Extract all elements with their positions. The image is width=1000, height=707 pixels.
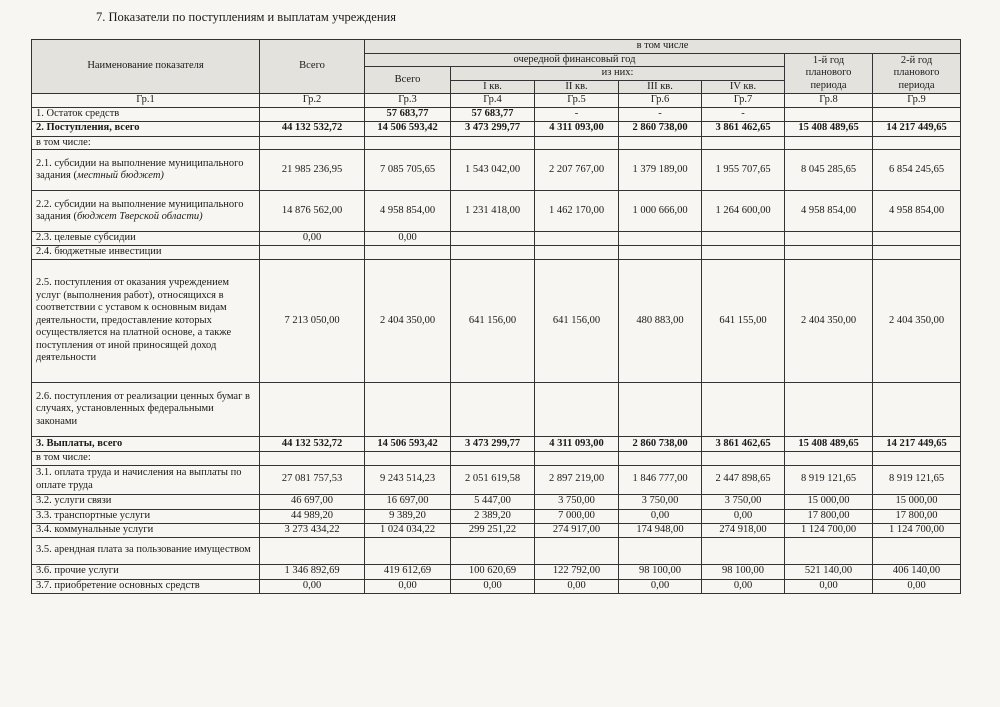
header-in-that-number: в том числе bbox=[365, 40, 961, 54]
table-row bbox=[32, 260, 961, 383]
cell-value: 0,00 bbox=[451, 579, 535, 593]
cell-value bbox=[535, 452, 619, 466]
row-label bbox=[32, 509, 260, 523]
cell-value bbox=[535, 537, 619, 564]
cell-value: 0,00 bbox=[785, 579, 873, 593]
cell-value bbox=[260, 537, 365, 564]
row-label-text: 2.3. целевые субсидии bbox=[36, 232, 136, 244]
cell-value: 1 124 700,00 bbox=[785, 523, 873, 537]
table-header bbox=[32, 40, 961, 108]
row-label bbox=[32, 564, 260, 579]
cell-value: 3 750,00 bbox=[702, 494, 785, 509]
table-row bbox=[32, 494, 961, 509]
cell-value: 1 346 892,69 bbox=[260, 564, 365, 579]
header-plan-year-2: 2-й год планового периода bbox=[873, 53, 961, 94]
section-title: 7. Показатели по поступлениям и выплатам учреждения bbox=[96, 10, 396, 24]
col-num: Гр.6 bbox=[619, 94, 702, 108]
cell-value bbox=[702, 232, 785, 246]
cell-value: 44 132 532,72 bbox=[260, 437, 365, 452]
cell-value bbox=[873, 246, 961, 260]
cell-value bbox=[260, 383, 365, 437]
row-label bbox=[32, 523, 260, 537]
table-row bbox=[32, 150, 961, 191]
table-row bbox=[32, 437, 961, 452]
cell-value: 641 156,00 bbox=[451, 260, 535, 383]
table-body bbox=[32, 107, 961, 593]
header-cy-total: Всего bbox=[365, 67, 451, 94]
row-label-text: 3.1. оплата труда и начисления на выплаты по оплате труда bbox=[36, 467, 242, 491]
cell-value: 4 958 854,00 bbox=[365, 191, 451, 232]
cell-value: 44 132 532,72 bbox=[260, 121, 365, 136]
cell-value bbox=[451, 136, 535, 150]
col-num: Гр.1 bbox=[32, 94, 260, 108]
col-num: Гр.5 bbox=[535, 94, 619, 108]
cell-value: 98 100,00 bbox=[702, 564, 785, 579]
cell-value: 274 918,00 bbox=[702, 523, 785, 537]
row-label bbox=[32, 579, 260, 593]
cell-value bbox=[365, 537, 451, 564]
cell-value bbox=[619, 383, 702, 437]
cell-value: 7 085 705,65 bbox=[365, 150, 451, 191]
row-label bbox=[32, 383, 260, 437]
cell-value: 0,00 bbox=[260, 579, 365, 593]
cell-value: 8 919 121,65 bbox=[785, 465, 873, 494]
table-row bbox=[32, 121, 961, 136]
row-label bbox=[32, 452, 260, 466]
row-label-text: 3.6. прочие услуги bbox=[36, 565, 119, 577]
cell-value: 9 389,20 bbox=[365, 509, 451, 523]
cell-value: 1 543 042,00 bbox=[451, 150, 535, 191]
cell-value: 1 000 666,00 bbox=[619, 191, 702, 232]
row-label-text: 2. Поступления, всего bbox=[36, 122, 140, 134]
header-name: Наименование показателя bbox=[32, 40, 260, 94]
cell-value: 641 156,00 bbox=[535, 260, 619, 383]
cell-value: 27 081 757,53 bbox=[260, 465, 365, 494]
cell-value bbox=[785, 452, 873, 466]
cell-value: 1 124 700,00 bbox=[873, 523, 961, 537]
cell-value: 1 379 189,00 bbox=[619, 150, 702, 191]
cell-value: 4 311 093,00 bbox=[535, 437, 619, 452]
cell-value: 3 750,00 bbox=[535, 494, 619, 509]
row-label-text: в том числе: bbox=[36, 136, 91, 148]
row-label-text: 3.4. коммунальные услуги bbox=[36, 523, 154, 535]
row-label bbox=[32, 121, 260, 136]
header-q4: IV кв. bbox=[702, 80, 785, 94]
cell-value bbox=[619, 452, 702, 466]
cell-value: 8 919 121,65 bbox=[873, 465, 961, 494]
cell-value: 1 955 707,65 bbox=[702, 150, 785, 191]
table-row bbox=[32, 564, 961, 579]
cell-value bbox=[873, 107, 961, 121]
cell-value: 0,00 bbox=[260, 232, 365, 246]
row-label bbox=[32, 191, 260, 232]
table-row bbox=[32, 523, 961, 537]
row-label-text: 3.2. услуги связи bbox=[36, 495, 112, 507]
row-label bbox=[32, 437, 260, 452]
cell-value: 2 860 738,00 bbox=[619, 121, 702, 136]
row-label-text: 1. Остаток средств bbox=[36, 107, 120, 119]
col-num: Гр.9 bbox=[873, 94, 961, 108]
row-label-source: бюджет Тверской области) bbox=[77, 211, 203, 222]
cell-value bbox=[365, 136, 451, 150]
cell-value: 2 051 619,58 bbox=[451, 465, 535, 494]
cell-value: 7 213 050,00 bbox=[260, 260, 365, 383]
cell-value: 57 683,77 bbox=[365, 107, 451, 121]
cell-value: 46 697,00 bbox=[260, 494, 365, 509]
cell-value: 3 473 299,77 bbox=[451, 437, 535, 452]
finance-table bbox=[31, 39, 961, 594]
cell-value: 14 506 593,42 bbox=[365, 121, 451, 136]
cell-value bbox=[535, 246, 619, 260]
cell-value: 299 251,22 bbox=[451, 523, 535, 537]
header-of-them: из них: bbox=[451, 67, 785, 81]
cell-value: 2 207 767,00 bbox=[535, 150, 619, 191]
cell-value: 14 217 449,65 bbox=[873, 121, 961, 136]
row-label-text: 3.5. арендная плата за пользование имуществом bbox=[36, 544, 251, 556]
cell-value: 15 000,00 bbox=[785, 494, 873, 509]
cell-value: 98 100,00 bbox=[619, 564, 702, 579]
cell-value: 14 217 449,65 bbox=[873, 437, 961, 452]
cell-value: 4 958 854,00 bbox=[785, 191, 873, 232]
cell-value bbox=[785, 232, 873, 246]
table-row bbox=[32, 246, 961, 260]
cell-value bbox=[785, 537, 873, 564]
row-label bbox=[32, 107, 260, 121]
cell-value bbox=[702, 452, 785, 466]
header-q2: II кв. bbox=[535, 80, 619, 94]
cell-value: 480 883,00 bbox=[619, 260, 702, 383]
header-total: Всего bbox=[260, 40, 365, 94]
col-num: Гр.7 bbox=[702, 94, 785, 108]
header-plan-year-1: 1-й год планового периода bbox=[785, 53, 873, 94]
row-label-text: 2.1. субсидии на выполнение муниципального задания ( bbox=[36, 157, 244, 181]
cell-value: 2 447 898,65 bbox=[702, 465, 785, 494]
header-q3: III кв. bbox=[619, 80, 702, 94]
table-row bbox=[32, 537, 961, 564]
cell-value: 21 985 236,95 bbox=[260, 150, 365, 191]
cell-value bbox=[619, 136, 702, 150]
cell-value: 3 750,00 bbox=[619, 494, 702, 509]
cell-value: 1 264 600,00 bbox=[702, 191, 785, 232]
cell-value bbox=[451, 537, 535, 564]
cell-value: 6 854 245,65 bbox=[873, 150, 961, 191]
row-label-text: 3. Выплаты, всего bbox=[36, 437, 123, 449]
cell-value: 16 697,00 bbox=[365, 494, 451, 509]
cell-value: 521 140,00 bbox=[785, 564, 873, 579]
cell-value: 17 800,00 bbox=[785, 509, 873, 523]
table-row bbox=[32, 465, 961, 494]
cell-value bbox=[451, 232, 535, 246]
cell-value bbox=[702, 537, 785, 564]
cell-value: 15 000,00 bbox=[873, 494, 961, 509]
cell-value: 14 876 562,00 bbox=[260, 191, 365, 232]
cell-value: 4 311 093,00 bbox=[535, 121, 619, 136]
cell-value bbox=[619, 246, 702, 260]
cell-value bbox=[873, 383, 961, 437]
cell-value bbox=[535, 383, 619, 437]
cell-value: 2 404 350,00 bbox=[365, 260, 451, 383]
table-row bbox=[32, 136, 961, 150]
cell-value bbox=[785, 246, 873, 260]
cell-value bbox=[702, 246, 785, 260]
table-row bbox=[32, 452, 961, 466]
row-label-text: 2.4. бюджетные инвестиции bbox=[36, 246, 162, 258]
cell-value: 3 861 462,65 bbox=[702, 121, 785, 136]
row-label-text: 2.2. субсидии на выполнение муниципального задания ( bbox=[36, 198, 244, 222]
cell-value: 406 140,00 bbox=[873, 564, 961, 579]
row-label bbox=[32, 537, 260, 564]
cell-value bbox=[873, 537, 961, 564]
cell-value: 274 917,00 bbox=[535, 523, 619, 537]
cell-value bbox=[260, 107, 365, 121]
cell-value: 0,00 bbox=[619, 509, 702, 523]
cell-value: 2 404 350,00 bbox=[873, 260, 961, 383]
cell-value bbox=[365, 383, 451, 437]
cell-value bbox=[873, 136, 961, 150]
cell-value: 44 989,20 bbox=[260, 509, 365, 523]
row-label bbox=[32, 150, 260, 191]
row-label-text: 2.5. поступления от оказания учреждением услуг (выполнения работ), относящихся в соответствии с уставом к основным видам деятельности, предоставление которых осуществляется на платной основе, а также поступления от иной приносящей доход деятельности bbox=[36, 277, 232, 364]
cell-value: 0,00 bbox=[535, 579, 619, 593]
cell-value: 9 243 514,23 bbox=[365, 465, 451, 494]
table-row bbox=[32, 107, 961, 121]
row-label bbox=[32, 136, 260, 150]
cell-value: - bbox=[702, 107, 785, 121]
cell-value: 8 045 285,65 bbox=[785, 150, 873, 191]
table-row bbox=[32, 232, 961, 246]
cell-value: 419 612,69 bbox=[365, 564, 451, 579]
table-row bbox=[32, 191, 961, 232]
cell-value bbox=[785, 136, 873, 150]
cell-value: 1 462 170,00 bbox=[535, 191, 619, 232]
cell-value bbox=[702, 136, 785, 150]
cell-value: 1 024 034,22 bbox=[365, 523, 451, 537]
row-label-text: в том числе: bbox=[36, 452, 91, 463]
cell-value: 641 155,00 bbox=[702, 260, 785, 383]
cell-value bbox=[451, 383, 535, 437]
cell-value bbox=[365, 452, 451, 466]
cell-value: 57 683,77 bbox=[451, 107, 535, 121]
cell-value bbox=[535, 136, 619, 150]
cell-value: 15 408 489,65 bbox=[785, 437, 873, 452]
cell-value: 0,00 bbox=[365, 232, 451, 246]
cell-value: 174 948,00 bbox=[619, 523, 702, 537]
table-row bbox=[32, 509, 961, 523]
cell-value: 3 861 462,65 bbox=[702, 437, 785, 452]
cell-value: 0,00 bbox=[702, 579, 785, 593]
col-num: Гр.3 bbox=[365, 94, 451, 108]
col-num: Гр.4 bbox=[451, 94, 535, 108]
cell-value bbox=[619, 232, 702, 246]
cell-value: 100 620,69 bbox=[451, 564, 535, 579]
cell-value: 2 897 219,00 bbox=[535, 465, 619, 494]
header-current-year: очередной финансовый год bbox=[365, 53, 785, 67]
cell-value bbox=[785, 107, 873, 121]
cell-value: 1 231 418,00 bbox=[451, 191, 535, 232]
cell-value: 2 860 738,00 bbox=[619, 437, 702, 452]
cell-value bbox=[260, 246, 365, 260]
cell-value bbox=[873, 232, 961, 246]
row-label bbox=[32, 232, 260, 246]
table-row bbox=[32, 383, 961, 437]
cell-value bbox=[619, 537, 702, 564]
col-num: Гр.2 bbox=[260, 94, 365, 108]
cell-value bbox=[535, 232, 619, 246]
cell-value bbox=[873, 452, 961, 466]
cell-value: 122 792,00 bbox=[535, 564, 619, 579]
row-label-source: местный бюджет) bbox=[77, 170, 164, 181]
cell-value: 0,00 bbox=[702, 509, 785, 523]
header-q1: I кв. bbox=[451, 80, 535, 94]
row-label-text: 2.6. поступления от реализации ценных бумаг в случаях, установленных федеральными законами bbox=[36, 390, 250, 427]
cell-value bbox=[702, 383, 785, 437]
cell-value bbox=[260, 452, 365, 466]
cell-value bbox=[785, 383, 873, 437]
cell-value: 4 958 854,00 bbox=[873, 191, 961, 232]
cell-value: - bbox=[535, 107, 619, 121]
cell-value: 7 000,00 bbox=[535, 509, 619, 523]
cell-value: 2 389,20 bbox=[451, 509, 535, 523]
cell-value: 15 408 489,65 bbox=[785, 121, 873, 136]
row-label-text: 3.3. транспортные услуги bbox=[36, 509, 151, 521]
row-label bbox=[32, 260, 260, 383]
col-num: Гр.8 bbox=[785, 94, 873, 108]
cell-value: 0,00 bbox=[365, 579, 451, 593]
cell-value bbox=[260, 136, 365, 150]
row-label bbox=[32, 465, 260, 494]
cell-value: 3 473 299,77 bbox=[451, 121, 535, 136]
cell-value: - bbox=[619, 107, 702, 121]
row-label bbox=[32, 494, 260, 509]
cell-value: 17 800,00 bbox=[873, 509, 961, 523]
cell-value bbox=[451, 452, 535, 466]
row-label-text: 3.7. приобретение основных средств bbox=[36, 579, 200, 591]
cell-value: 0,00 bbox=[619, 579, 702, 593]
table-row bbox=[32, 579, 961, 593]
cell-value bbox=[451, 246, 535, 260]
cell-value bbox=[365, 246, 451, 260]
cell-value: 0,00 bbox=[873, 579, 961, 593]
cell-value: 2 404 350,00 bbox=[785, 260, 873, 383]
row-label bbox=[32, 246, 260, 260]
cell-value: 5 447,00 bbox=[451, 494, 535, 509]
cell-value: 1 846 777,00 bbox=[619, 465, 702, 494]
cell-value: 3 273 434,22 bbox=[260, 523, 365, 537]
column-numbers-row bbox=[32, 94, 961, 108]
cell-value: 14 506 593,42 bbox=[365, 437, 451, 452]
